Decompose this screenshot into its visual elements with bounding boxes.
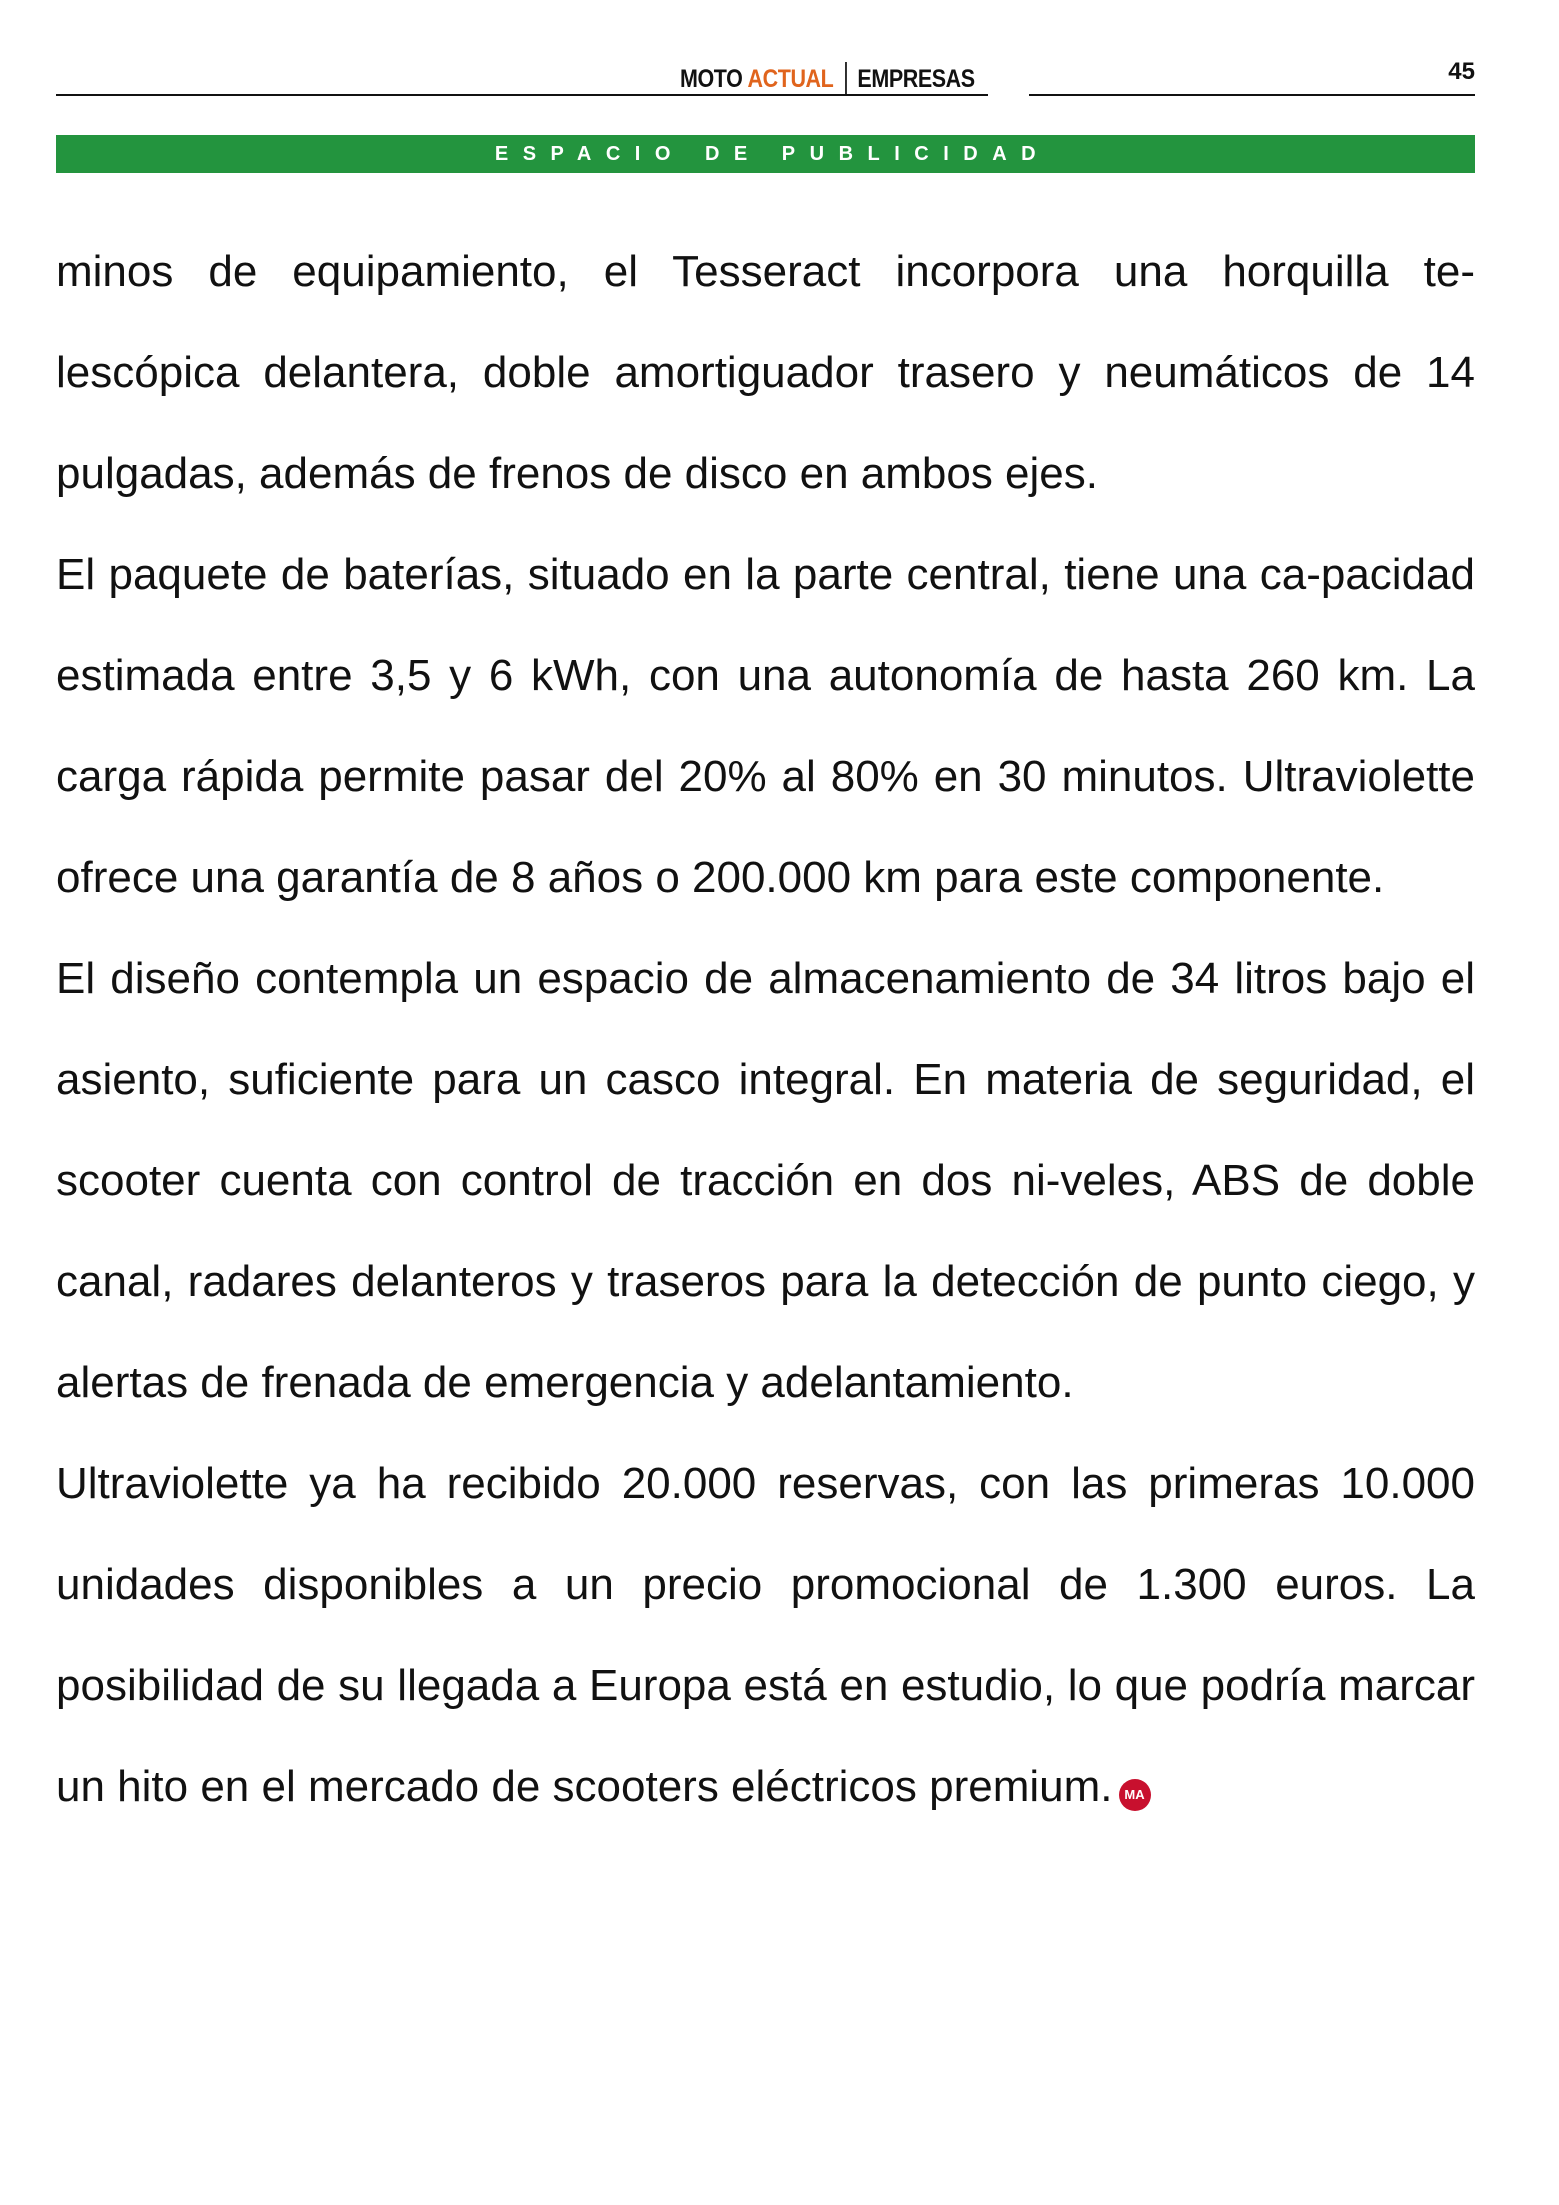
advertising-banner-label: ESPACIO DE PUBLICIDAD xyxy=(494,142,1051,165)
paragraph-2: El paquete de baterías, situado en la parte central, tiene una ca-pacidad estimada entre 3,5 y 6 kWh, con una autonomía de hasta 260 km. La carga rápida permite pasar del 20% al 80% en 30 minutos. Ultraviolette ofrece una garantía de 8 años o 200.000 km para este componente. xyxy=(56,550,1475,902)
section-name: EMPRESAS xyxy=(857,64,975,93)
page-number: 45 xyxy=(1448,58,1475,85)
paragraph-1: minos de equipamiento, el Tesseract incorpora una horquilla te-lescópica delantera, doble amortiguador trasero y neumáticos de 14 pulgadas, además de frenos de disco en ambos ejes. xyxy=(56,247,1475,498)
advertising-banner xyxy=(56,135,1475,173)
masthead-divider xyxy=(845,62,847,96)
end-of-article-icon: MA xyxy=(1119,1779,1151,1811)
paragraph-3: El diseño contempla un espacio de almacenamiento de 34 litros bajo el asiento, suficiente para un casco integral. En materia de seguridad, el scooter cuenta con control de tracción en dos ni-veles, ABS de doble canal, radares delanteros y traseros para la detección de punto ciego, y alertas de frenada de emergencia y adelantamiento. xyxy=(56,954,1475,1407)
page-header xyxy=(0,0,1559,165)
brand-actual: ACTUAL xyxy=(747,64,834,93)
paragraph-4-text: Ultraviolette ya ha recibido 20.000 reservas, con las primeras 10.000 unidades disponibles a un precio promocional de 1.300 euros. La posibilidad de su llegada a Europa está en estudio, lo que podría marcar un hito en el mercado de scooters eléctricos premium. xyxy=(56,1459,1475,1811)
masthead xyxy=(680,62,975,96)
header-rule-right xyxy=(1029,94,1475,96)
brand-moto: MOTO xyxy=(680,64,743,93)
paragraph-4 xyxy=(56,1433,1475,1837)
article-body xyxy=(56,221,1475,1837)
